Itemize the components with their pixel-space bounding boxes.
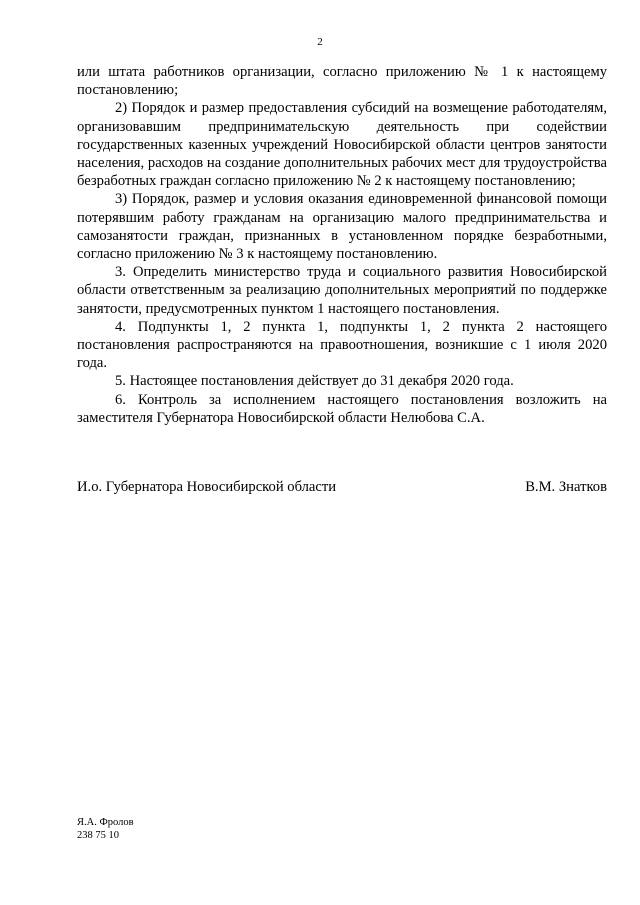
document-body xyxy=(77,63,607,427)
footer-phone: 238 75 10 xyxy=(77,829,119,841)
page-number: 2 xyxy=(317,36,323,48)
paragraph-item-6: 6. Контроль за исполнением настоящего постановления возложить на заместителя Губернатора Новосибирской области Нелюбова С.А. xyxy=(77,391,607,426)
signature-block xyxy=(77,478,607,496)
paragraph-continuation: или штата работников организации, согласно приложению № 1 к настоящему постановлению; xyxy=(77,64,607,99)
paragraph-item-5: 5. Настоящее постановления действует до 31 декабря 2020 года. xyxy=(115,373,514,390)
paragraph-subitem-3: 3) Порядок, размер и условия оказания единовременной финансовой помощи потерявшим работу гражданам на организацию малого предпринимательства и самозанятости граждан, признанных в установленном порядке безработными, согласно приложению № 3 к настоящему постановлению. xyxy=(77,191,607,263)
paragraph-subitem-2: 2) Порядок и размер предоставления субсидий на возмещение работодателям, организовавшим предпринимательскую деятельность при содействии государственных казенных учреждений Новосибирской области центров занятости населения, расходов на создание дополнительных рабочих мест для трудоустройства безработных граждан согласно приложению № 2 к настоящему постановлению; xyxy=(77,100,607,190)
signatory-position: И.о. Губернатора Новосибирской области xyxy=(77,479,337,495)
signatory-name: В.М. Знатков xyxy=(525,479,607,495)
paragraph-item-4: 4. Подпункты 1, 2 пункта 1, подпункты 1, 2 пункта 2 настоящего постановления распространяются на правоотношения, возникшие с 1 июля 2020 года. xyxy=(77,318,607,372)
footer-author: Я.А. Фролов xyxy=(77,817,134,828)
footer-contact xyxy=(77,817,134,842)
paragraph-item-3: 3. Определить министерство труда и социального развития Новосибирской области ответственным за реализацию дополнительных мероприятий по поддержке занятости, предусмотренных пунктом 1 настоящего постановления. xyxy=(77,264,607,317)
